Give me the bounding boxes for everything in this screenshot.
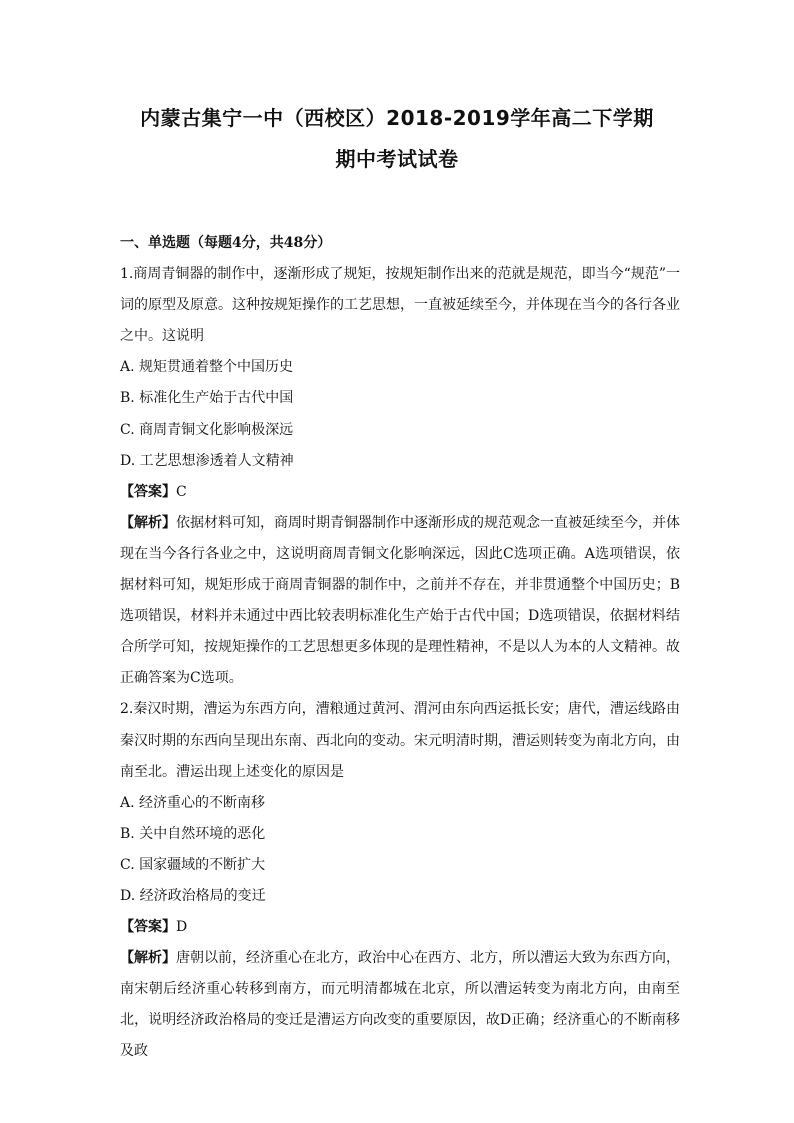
question-2-option-c: C. 国家疆域的不断扩大 xyxy=(120,856,266,873)
question-1-option-d: D. 工艺思想渗透着人文精神 xyxy=(120,452,294,469)
question-1-option-c: C. 商周青铜文化影响极深远 xyxy=(120,421,294,438)
question-2-option-d: D. 经济政治格局的变迁 xyxy=(120,887,266,904)
question-1-option-b: B. 标准化生产始于古代中国 xyxy=(120,390,294,407)
answer-label: 【答案】 xyxy=(120,483,176,500)
question-2-answer xyxy=(120,912,680,943)
answer-label: 【答案】 xyxy=(120,919,176,936)
answer-value: D xyxy=(176,919,188,936)
question-2-analysis xyxy=(120,943,680,1067)
question-1-stem: 1.商周青铜器的制作中，逐渐形成了规矩，按规矩制作出来的范就是规范，即当今“规范”一词的原型及原意。这种按规矩操作的工艺思想，一直被延续至今，并体现在当今的各行各业之中。这说明 xyxy=(120,266,680,345)
analysis-text: 依据材料可知，商周时期青铜器制作中逐渐形成的规范观念一直被延续至今，并体现在当今各行各业之中，这说明商周青铜文化影响深远，因此C选项正确。A选项错误，依据材料可知，规矩形成于商周青铜器的制作中，之前并不存在，并非贯通整个中国历史；B选项错误，材料并未通过中西比较表明标准化生产始于古代中国；D选项错误，依据材料结合所学可知，按规矩操作的工艺思想更多体现的是理性精神，不是以人为本的人文精神。故正确答案为C选项。 xyxy=(120,514,680,687)
analysis-label: 【解析】 xyxy=(120,514,176,531)
section-heading: 一、单选题（每题4分，共48分） xyxy=(120,235,332,251)
question-2-option-a: A. 经济重心的不断南移 xyxy=(120,794,266,811)
analysis-label: 【解析】 xyxy=(120,950,176,967)
question-2-stem: 2.秦汉时期，漕运为东西方向，漕粮通过黄河、渭河由东向西运抵长安；唐代，漕运线路由秦汉时期的东西向呈现出东南、西北向的变动。宋元明清时期，漕运则转变为南北方向，由南至北。漕运出现上述变化的原因是 xyxy=(120,701,680,780)
document-title-line2: 期中考试试卷 xyxy=(335,147,459,171)
question-1-option-a: A. 规矩贯通着整个中国历史 xyxy=(120,359,294,376)
question-1-analysis xyxy=(120,508,680,695)
question-2-option-b: B. 关中自然环境的恶化 xyxy=(120,825,266,842)
answer-value: C xyxy=(176,483,187,500)
analysis-text: 唐朝以前，经济重心在北方，政治中心在西方、北方，所以漕运大致为东西方向，南宋朝后经济重心转移到南方，而元明清都城在北京，所以漕运转变为南北方向，由南至北，说明经济政治格局的变迁是漕运方向改变的重要原因，故D正确；经济重心的不断南移及政 xyxy=(120,950,680,1060)
document-title-line1: 内蒙古集宁一中（西校区）2018-2019学年高二下学期 xyxy=(140,106,654,130)
question-1-answer xyxy=(120,477,680,508)
document-body xyxy=(120,228,680,1068)
